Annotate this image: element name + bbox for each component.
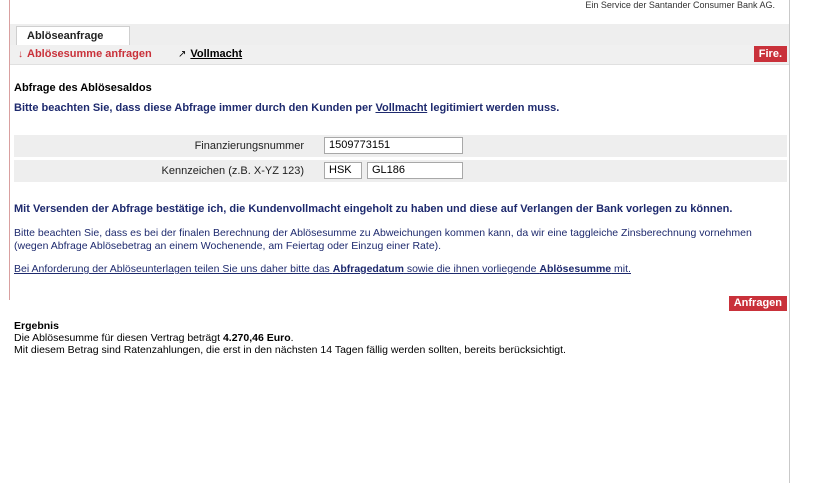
result-line1-post: . <box>290 332 294 344</box>
request-note-post: mit. <box>611 263 631 275</box>
form-row-plate <box>14 160 787 182</box>
right-frame-border <box>789 0 790 483</box>
tab-strip <box>10 24 789 45</box>
result-note-line: Mit diesem Betrag sind Ratenzahlungen, die erst in den nächsten 14 Tagen fällig werden sollten, bereits berücksichtigt. <box>14 344 566 356</box>
confirmation-text: Mit Versenden der Abfrage bestätige ich, die Kundenvollmacht eingeholt zu haben und diese auf Verlangen der Bank vorlegen zu können. <box>14 203 733 215</box>
brand-service-line: Ein Service der Santander Consumer Bank AG. <box>585 0 775 10</box>
query-form <box>14 135 787 185</box>
arrow-down-icon: ↓ <box>18 49 23 60</box>
subnav-vollmacht-link[interactable] <box>178 45 242 64</box>
plate-label: Kennzeichen (z.B. X-YZ 123) <box>161 165 304 177</box>
plate-number-input[interactable]: GL186 <box>367 162 463 179</box>
section-title: Abfrage des Ablösesaldos <box>14 82 152 94</box>
result-block <box>14 320 566 356</box>
submit-request-button[interactable]: Anfragen <box>729 296 787 311</box>
result-amount-line <box>14 332 566 344</box>
result-heading: Ergebnis <box>14 320 59 332</box>
form-row-financing-number <box>14 135 787 157</box>
subnav-abloesesumme-anfragen[interactable] <box>18 45 152 64</box>
result-amount: 4.270,46 Euro <box>222 332 291 344</box>
subnav-active-label: Ablösesumme anfragen <box>27 48 152 60</box>
legitimation-notice <box>14 102 559 114</box>
request-documents-link[interactable] <box>14 263 631 275</box>
request-note-mid: sowie die ihnen vorliegende <box>403 263 540 275</box>
calculation-info <box>14 227 789 253</box>
info-line-1: Bitte beachten Sie, dass es bei der finalen Berechnung der Ablösesumme zu Abweichungen kommen kann, da wir eine taggleiche Zinsberechnung vornehmen <box>14 227 752 239</box>
vollmacht-inline-link[interactable]: Vollmacht <box>375 102 428 114</box>
result-line1-pre: Die Ablösesumme für diesen Vertrag beträgt <box>14 332 223 344</box>
sub-navigation <box>10 45 789 65</box>
notice-text-pre: Bitte beachten Sie, dass diese Abfrage immer durch den Kunden per <box>14 102 376 114</box>
request-note-pre: Bei Anforderung der Ablöseunterlagen teilen Sie uns daher bitte das <box>14 263 333 275</box>
request-note-date: Abfragedatum <box>332 263 404 275</box>
info-line-2: (wegen Abfrage Ablösebetrag an einem Wochenende, am Feiertag oder Einzug einer Rate). <box>14 240 442 252</box>
request-note-sum: Ablösesumme <box>539 263 612 275</box>
tab-abloeseanfrage[interactable]: Ablöseanfrage <box>16 26 130 45</box>
arrow-up-right-icon: ↗ <box>178 49 187 60</box>
financing-number-input[interactable]: 1509773151 <box>324 137 463 154</box>
fire-badge: Fire. <box>754 46 787 62</box>
financing-number-label: Finanzierungsnummer <box>194 140 304 152</box>
plate-district-input[interactable]: HSK <box>324 162 362 179</box>
notice-text-post: legitimiert werden muss. <box>427 102 560 114</box>
subnav-link-label: Vollmacht <box>190 48 243 60</box>
